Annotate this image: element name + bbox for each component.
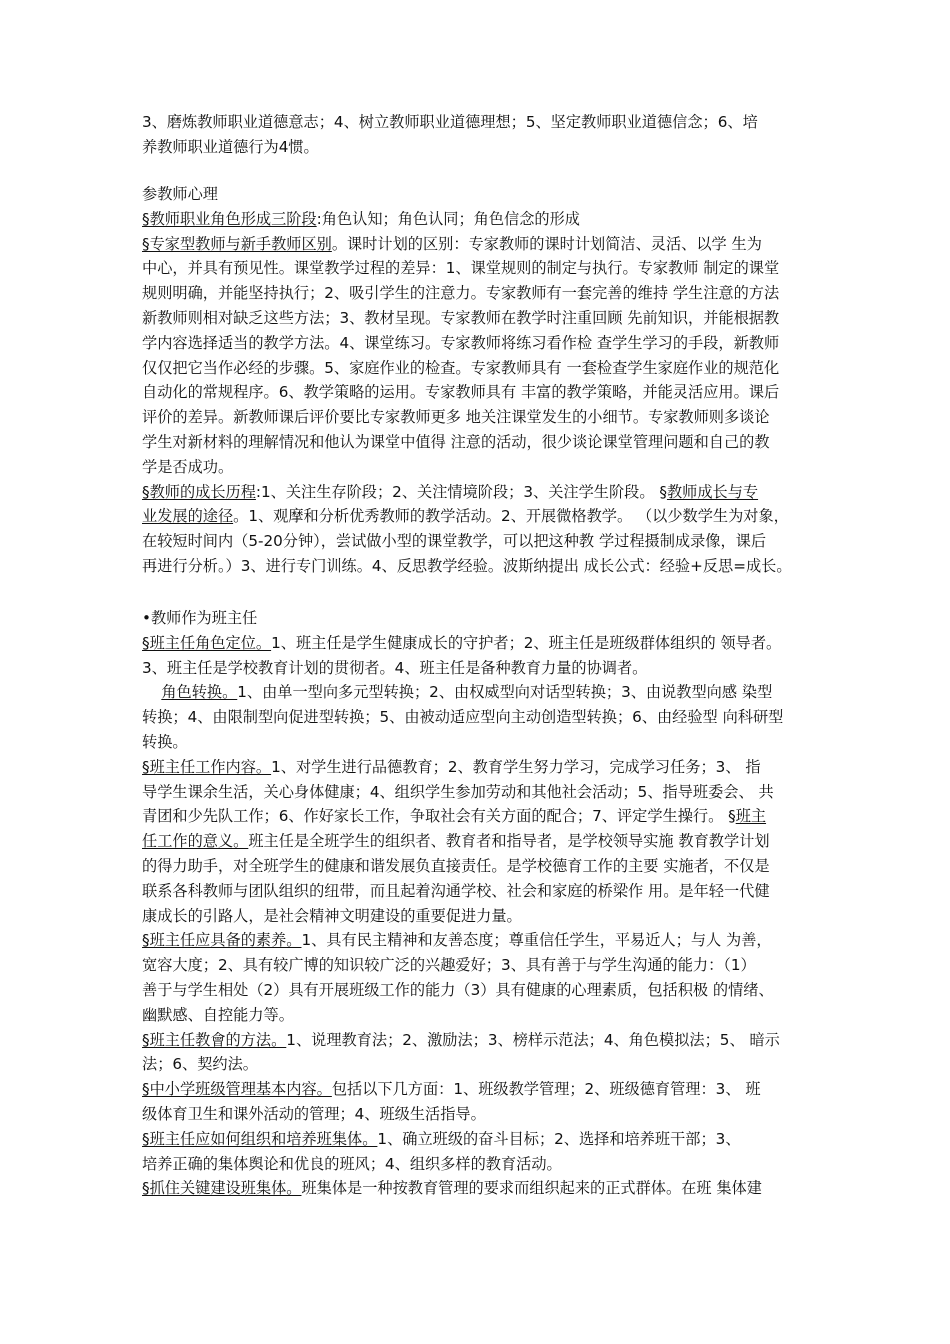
- quality-line: §班主任应具备的素养。1、具有民主精神和友善态度；尊重信任学生，平易近人；与人 为善，: [142, 931, 772, 950]
- text-line: 评价的差异。新教师课后评价要比专家教师更多 地关注课堂发生的小细节。专家教师则多谈论: [142, 408, 770, 427]
- development-path-title: 教师成长与专: [666, 482, 759, 501]
- text-line: 青团和少先队工作；6、作好家长工作，争取社会有关方面的配合；7、评定学生操行。 §班主: [142, 807, 767, 826]
- key-line: §抓住关键建设班集体。班集体是一种按教育管理的要求而组织起来的正式群体。在班 集体建: [142, 1179, 762, 1198]
- text-line: 培养正确的集体舆论和优良的班风；4、组织多样的教育活动。: [142, 1154, 562, 1173]
- organize-line: §班主任应如何组织和培养班集体。1、确立班级的奋斗目标；2、选择和培养班干部；3、: [142, 1129, 741, 1148]
- work-meaning-title: 班主: [735, 807, 767, 826]
- text-line: 养教师职业道德行为4惯。: [142, 137, 319, 156]
- growth-line: §教师的成长历程:1、关注生存阶段；2、关注情境阶段；3、关注学生阶段。 §教师成长与专: [142, 482, 759, 501]
- text-line: 中心，并具有预见性。课堂教学过程的差异：1、课堂规则的制定与执行。专家教师 制定的课堂: [142, 259, 780, 278]
- text-line: 导学生课余生活，关心身体健康；4、组织学生参加劳动和其他社会活动；5、指导班委会、 共: [142, 782, 774, 801]
- method-title: §班主任教會的方法。: [142, 1030, 287, 1049]
- role-position-line: §班主任角色定位。1、班主任是学生健康成长的守护者；2、班主任是班级群体组织的 领导者。: [142, 633, 782, 652]
- text-line: 幽默感、自控能力等。: [142, 1005, 294, 1024]
- key-title: §抓住关键建设班集体。: [142, 1179, 302, 1198]
- method-line: §班主任教會的方法。1、说理教育法；2、激励法；3、榜样示范法；4、角色模拟法；5、 暗示: [142, 1030, 780, 1049]
- text-line: 在较短时间内（5-20分钟），尝试做小型的课堂教学，可以把这种教 学过程摄制成录像，课后: [142, 532, 767, 551]
- text-line: 自动化的常规程序。6、教学策略的运用。专家教师具有 丰富的教学策略，并能灵活应用。课后: [142, 383, 780, 402]
- text-line: 规则明确，并能坚持执行；2、吸引学生的注意力。专家教师有一套完善的维持 学生注意的方法: [142, 284, 780, 303]
- text-line: 学生对新材料的理解情况和他认为课堂中值得 注意的活动，很少谈论课堂管理问题和自己的教: [142, 432, 770, 451]
- text-line: 转换。: [142, 732, 188, 751]
- text-line: 级体育卫生和课外活动的管理；4、班级生活指导。: [142, 1104, 486, 1123]
- work-content-line: §班主任工作内容。1、对学生进行品德教育；2、教育学生努力学习，完成学习任务；3、 指: [142, 757, 761, 776]
- role-stages-title: §教师职业角色形成三阶段: [142, 209, 317, 228]
- management-line: §中小学班级管理基本内容。包括以下几方面：1、班级教学管理；2、班级德育管理：3、 班: [142, 1080, 761, 1099]
- text-line: 业发展的途径。1、观摩和分析优秀教师的教学活动。2、开展微格教学。 （以少数学生为对象，: [142, 507, 789, 526]
- organize-title: §班主任应如何组织和培养班集体。: [142, 1129, 378, 1148]
- text-line: 3、磨炼教师职业道德意志；4、树立教师职业道德理想；5、坚定教师职业道德信念；6、培: [142, 113, 758, 131]
- section-heading: •教师作为班主任: [142, 609, 258, 627]
- text-line: 善于与学生相处（2）具有开展班级工作的能力（3）具有健康的心理素质，包括积极 的情绪、: [142, 980, 774, 999]
- section-teacher-psychology: [142, 182, 814, 579]
- role-change-line: 角色转换。1、由单一型向多元型转换；2、由权威型向对话型转换；3、由说教型向感 染型: [161, 683, 773, 702]
- work-content-title: §班主任工作内容。: [142, 757, 272, 776]
- text-line: 转换；4、由限制型向促进型转换；5、由被动适应型向主动创造型转换；6、由经验型 向科研型: [142, 708, 784, 727]
- text-line: 法；6、契约法。: [142, 1055, 258, 1074]
- role-change-title: 角色转换。: [161, 683, 238, 702]
- expert-novice-title: §专家型教师与新手教师区别: [142, 234, 332, 253]
- text-line: 宽容大度；2、具有较广博的知识较广泛的兴趣爱好；3、具有善于与学生沟通的能力：（1）: [142, 956, 756, 975]
- growth-title: §教师的成长历程: [142, 482, 256, 501]
- text-line: 学内容选择适当的教学方法。4、课堂练习。专家教师将练习看作检 查学生学习的手段，新教师: [142, 333, 780, 352]
- role-stages-line: §教师职业角色形成三阶段:角色认知；角色认同；角色信念的形成: [142, 209, 580, 228]
- text-line: 仅仅把它当作必经的步骤。5、家庭作业的检查。专家教师具有 一套检查学生家庭作业的规范化: [142, 358, 780, 377]
- expert-novice-line: §专家型教师与新手教师区别。课时计划的区别：专家教师的课时计划简洁、灵活、以学 生为: [142, 234, 762, 253]
- text-line: 联系各科教师与团队组织的纽带，而且起着沟通学校、社会和家庭的桥梁作 用。是年轻一代健: [142, 881, 770, 900]
- text-line: 任工作的意义。班主任是全班学生的组织者、教育者和指导者，是学校领导实施 教育教学计划: [142, 832, 770, 851]
- quality-title: §班主任应具备的素养。: [142, 931, 302, 950]
- role-position-title: §班主任角色定位。: [142, 633, 272, 652]
- text-line: 新教师则相对缺乏这些方法；3、教材呈现。专家教师在教学时注重回顾 先前知识，并能根据教: [142, 308, 780, 327]
- management-title: §中小学班级管理基本内容。: [142, 1080, 332, 1099]
- text-line: 再进行分析。）3、进行专门训练。4、反思教学经验。波斯纳提出 成长公式：经验+反思=成长。: [142, 556, 792, 575]
- section-heading: 参教师心理: [142, 185, 218, 203]
- text-line: 学是否成功。: [142, 457, 234, 476]
- text-line: 3、班主任是学校教育计划的贯彻者。4、班主任是备种教育力量的协调者。: [142, 658, 648, 677]
- text-line: 的得力助手，对全班学生的健康和谐发展负直接责任。是学校德育工作的主要 实施者，不仅是: [142, 856, 770, 875]
- text-line: 康成长的引路人，是社会精神文明建设的重要促进力量。: [142, 906, 522, 925]
- paragraph-ethics: [142, 110, 814, 160]
- section-head-teacher: [142, 606, 814, 1201]
